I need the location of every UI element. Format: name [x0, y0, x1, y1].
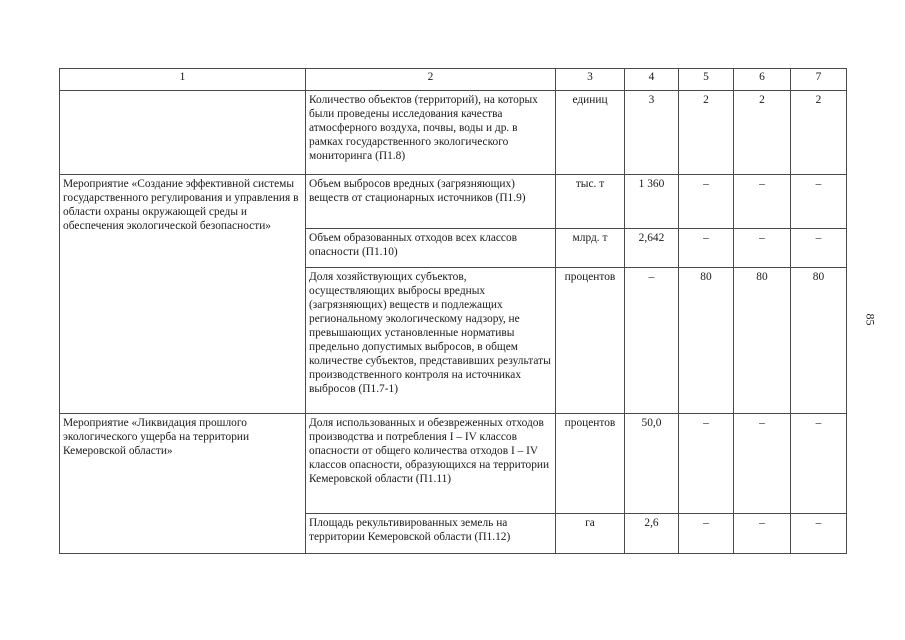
value-cell: 2	[679, 91, 734, 175]
value-cell: –	[734, 514, 791, 554]
table-row	[60, 91, 847, 175]
indicators-table	[59, 68, 847, 554]
value-cell: 3	[625, 91, 679, 175]
value-cell: 2,642	[625, 229, 679, 268]
value-cell: –	[791, 514, 847, 554]
unit-cell: га	[556, 514, 625, 554]
table-row	[60, 414, 847, 514]
column-header: 5	[679, 69, 734, 91]
indicator-cell: Объем образованных отходов всех классов опасности (П1.10)	[306, 229, 556, 268]
column-header: 2	[306, 69, 556, 91]
column-header: 7	[791, 69, 847, 91]
value-cell: 80	[679, 268, 734, 414]
unit-cell: тыс. т	[556, 175, 625, 229]
value-cell: 2,6	[625, 514, 679, 554]
value-cell: 2	[734, 91, 791, 175]
value-cell: 80	[791, 268, 847, 414]
value-cell: –	[791, 229, 847, 268]
column-header: 1	[60, 69, 306, 91]
value-cell: 2	[791, 91, 847, 175]
value-cell: 1 360	[625, 175, 679, 229]
value-cell: –	[679, 229, 734, 268]
value-cell: –	[679, 414, 734, 514]
value-cell: –	[679, 514, 734, 554]
unit-cell: млрд. т	[556, 229, 625, 268]
value-cell: –	[679, 175, 734, 229]
indicator-cell: Доля использованных и обезвреженных отходов производства и потребления I – IV классов опасности от общего количества отходов I – IV классов опасности, образующихся на территории Кемеровской области (П1.11)	[306, 414, 556, 514]
indicator-cell: Площадь рекультивированных земель на территории Кемеровской области (П1.12)	[306, 514, 556, 554]
page-number: 85	[863, 313, 878, 326]
activity-cell: Мероприятие «Ликвидация прошлого экологического ущерба на территории Кемеровской области»	[60, 414, 306, 554]
activity-cell	[60, 91, 306, 175]
value-cell: 50,0	[625, 414, 679, 514]
value-cell: –	[625, 268, 679, 414]
column-header: 4	[625, 69, 679, 91]
indicator-cell: Доля хозяйствующих субъектов, осуществляющих выбросы вредных (загрязняющих) веществ и подлежащих региональному экологическому надзору, не превышающих установленные нормативы предельно допустимых выбросов, в общем количестве субъектов, представивших результаты производственного контроля на источниках выбросов (П1.7-1)	[306, 268, 556, 414]
value-cell: –	[791, 414, 847, 514]
table-header-row	[60, 69, 847, 91]
unit-cell: процентов	[556, 268, 625, 414]
unit-cell: единиц	[556, 91, 625, 175]
indicator-cell: Количество объектов (территорий), на которых были проведены исследования качества атмосферного воздуха, почвы, воды и др. в рамках государственного экологического мониторинга (П1.8)	[306, 91, 556, 175]
activity-cell: Мероприятие «Создание эффективной системы государственного регулирования и управления в области охраны окружающей среды и обеспечения экологической безопасности»	[60, 175, 306, 414]
value-cell: –	[734, 229, 791, 268]
table-row	[60, 175, 847, 229]
indicator-cell: Объем выбросов вредных (загрязняющих) веществ от стационарных источников (П1.9)	[306, 175, 556, 229]
value-cell: 80	[734, 268, 791, 414]
value-cell: –	[734, 175, 791, 229]
unit-cell: процентов	[556, 414, 625, 514]
column-header: 6	[734, 69, 791, 91]
column-header: 3	[556, 69, 625, 91]
value-cell: –	[734, 414, 791, 514]
value-cell: –	[791, 175, 847, 229]
